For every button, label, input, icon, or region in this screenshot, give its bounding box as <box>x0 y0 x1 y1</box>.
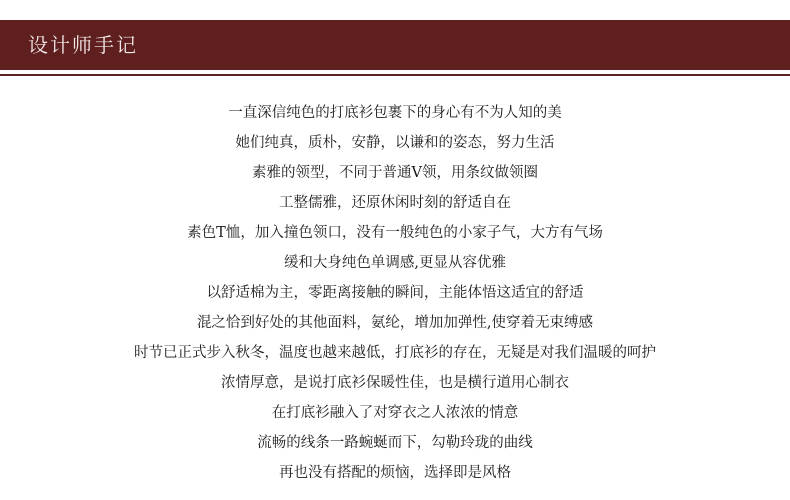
poem-line: 她们纯真，质朴，安静，以谦和的姿态，努力生活 <box>235 135 555 151</box>
header-divider <box>0 74 790 76</box>
page-title: 设计师手记 <box>28 33 138 57</box>
poem-line: 缓和大身纯色单调感,更显从容优雅 <box>283 255 507 271</box>
poem-line: 以舒适棉为主，零距离接触的瞬间，主能体悟这适宜的舒适 <box>206 285 584 301</box>
poem-line: 在打底衫融入了对穿衣之人浓浓的情意 <box>271 405 519 421</box>
poem-line: 时节已正式步入秋冬，温度也越来越低，打底衫的存在，无疑是对我们温暖的呵护 <box>134 345 656 361</box>
poem-line: 浓情厚意，是说打底衫保暖性佳，也是横行道用心制衣 <box>221 375 569 391</box>
poem-line: 混之恰到好处的其他面料，氨纶，增加加弹性,使穿着无束缚感 <box>196 315 594 331</box>
header-band <box>0 20 790 70</box>
poem-line: 再也没有搭配的烦恼，选择即是风格 <box>279 465 511 481</box>
poem-line: 工整儒雅，还原休闲时刻的舒适自在 <box>279 195 511 211</box>
poem-line: 素色T恤，加入撞色领口，没有一般纯色的小家子气，大方有气场 <box>187 225 603 241</box>
poem-line: 素雅的领型，不同于普通V领，用条纹做领圈 <box>252 165 538 181</box>
poem-line: 流畅的线条一路蜿蜒而下，勾勒玲珑的曲线 <box>257 435 533 451</box>
poem-text-block <box>0 98 790 488</box>
poem-line: 一直深信纯色的打底衫包裹下的身心有不为人知的美 <box>228 105 562 121</box>
